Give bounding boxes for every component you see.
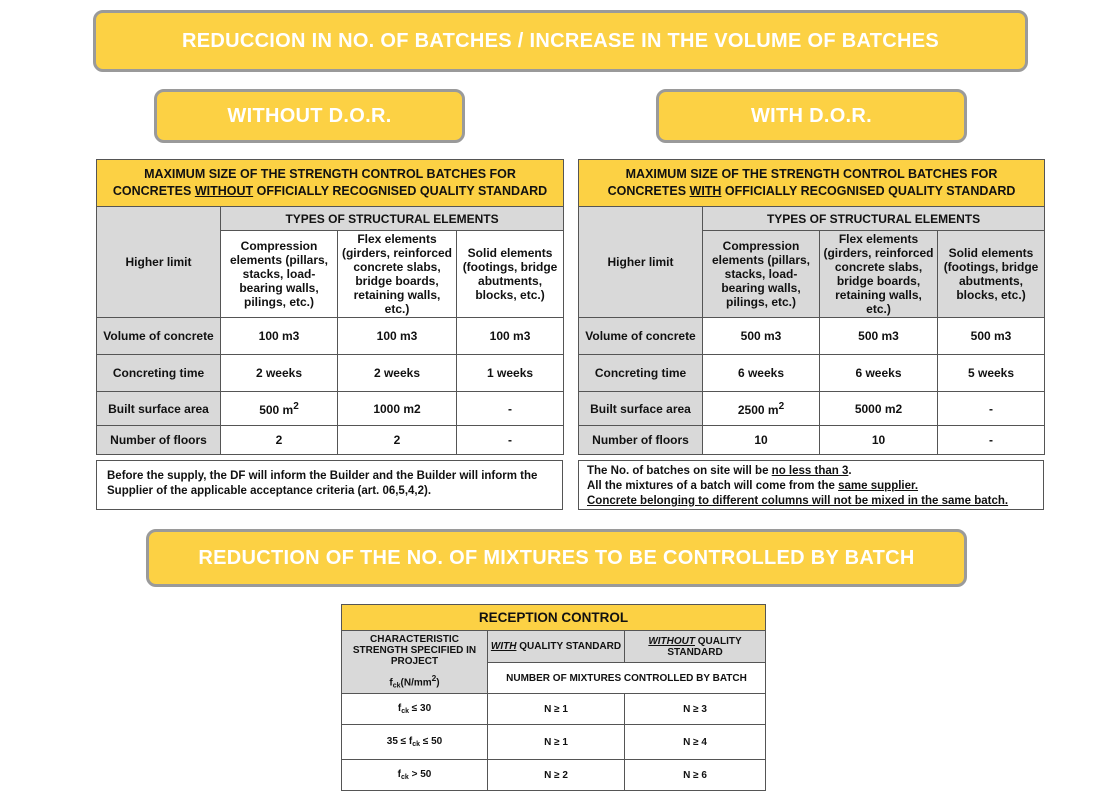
cell: 500 m3	[703, 318, 820, 355]
row-label: Built surface area	[97, 392, 221, 426]
cell: 10	[703, 426, 820, 455]
table-row	[579, 392, 1045, 426]
with-rest: QUALITY STANDARD	[516, 641, 622, 652]
without-mixtures: N ≥ 6	[625, 760, 766, 791]
with-mixtures: N ≥ 1	[488, 725, 625, 760]
compression-elements-header: Compression elements (pillars, stacks, load-bearing walls, pilings, etc.)	[221, 231, 338, 318]
row-label: Concreting time	[579, 355, 703, 392]
strength-range	[342, 760, 488, 791]
note-line-1	[587, 464, 1035, 479]
title-emphasis: WITHOUT	[194, 184, 254, 198]
solid-elements-header: Solid elements (footings, bridge abutments, blocks, etc.)	[938, 231, 1045, 318]
right-note	[578, 460, 1044, 510]
without-emphasis: WITHOUT	[648, 635, 695, 647]
cell: 2	[221, 426, 338, 455]
mixtures-reduction-banner: REDUCTION OF THE NO. OF MIXTURES TO BE CONTROLLED BY BATCH	[146, 529, 967, 587]
cell: 500 m3	[938, 318, 1045, 355]
compression-elements-header: Compression elements (pillars, stacks, load-bearing walls, pilings, etc.)	[703, 231, 820, 318]
table-row	[579, 426, 1045, 455]
row-label: Concreting time	[97, 355, 221, 392]
table-row	[579, 318, 1045, 355]
cell: -	[938, 426, 1045, 455]
table-row	[97, 392, 564, 426]
superscript: 2	[778, 400, 785, 412]
flex-elements-header: Flex elements (girders, reinforced concrete slabs, bridge boards, retaining walls, etc.)	[338, 231, 457, 318]
note-text: All the mixtures of a batch will come from the	[587, 480, 839, 492]
cell: 5000 m2	[820, 392, 938, 426]
batches-table-without-dor	[96, 159, 564, 455]
range-post: ≤ 50	[420, 736, 443, 747]
cell: 2 weeks	[338, 355, 457, 392]
cell: 100 m3	[457, 318, 564, 355]
solid-elements-header: Solid elements (footings, bridge abutments, blocks, etc.)	[457, 231, 564, 318]
table-row	[97, 355, 564, 392]
types-header: TYPES OF STRUCTURAL ELEMENTS	[703, 207, 1045, 231]
without-rest: QUALITY STANDARD	[667, 635, 742, 658]
title-emphasis: WITH	[689, 184, 722, 198]
row-label: Number of floors	[579, 426, 703, 455]
table-title	[97, 160, 564, 207]
range-sub: ck	[401, 774, 409, 781]
cell: 2	[338, 426, 457, 455]
without-quality-header	[625, 631, 766, 663]
strength-range	[342, 694, 488, 725]
with-emphasis: WITH	[490, 641, 517, 652]
with-mixtures: N ≥ 1	[488, 694, 625, 725]
without-mixtures: N ≥ 3	[625, 694, 766, 725]
cell: 6 weeks	[820, 355, 938, 392]
note-line-3: Concrete belonging to different columns will not be mixed in the same batch.	[587, 495, 1009, 507]
range-sub: ck	[412, 741, 421, 748]
note-emphasis: no less than 3	[771, 465, 849, 477]
mixtures-header: NUMBER OF MIXTURES CONTROLLED BY BATCH	[488, 663, 766, 694]
cell: 100 m3	[338, 318, 457, 355]
without-mixtures: N ≥ 4	[625, 725, 766, 760]
unit-close: )	[436, 677, 440, 689]
cell: 500 m3	[820, 318, 938, 355]
reception-title: RECEPTION CONTROL	[342, 605, 766, 631]
range-pre: 35 ≤ f	[386, 736, 413, 747]
main-title-banner: REDUCCION IN NO. OF BATCHES / INCREASE IN THE VOLUME OF BATCHES	[93, 10, 1028, 72]
table-row	[97, 318, 564, 355]
note-line-2	[587, 479, 1035, 494]
cell: 100 m3	[221, 318, 338, 355]
note-text: The No. of batches on site will be	[587, 465, 772, 477]
title-line-1: MAXIMUM SIZE OF THE STRENGTH CONTROL BATCHES FOR	[625, 167, 998, 181]
cell-value: 500 m	[259, 402, 294, 417]
strength-range	[342, 725, 488, 760]
with-quality-header	[488, 631, 625, 663]
row-label: Volume of concrete	[579, 318, 703, 355]
row-label: Volume of concrete	[97, 318, 221, 355]
range-sub: ck	[401, 708, 409, 715]
title-post: OFFICIALLY RECOGNISED QUALITY STANDARD	[253, 184, 548, 198]
higher-limit-header: Higher limit	[97, 207, 221, 318]
title-pre: CONCRETES	[607, 184, 690, 198]
note-text: .	[848, 465, 852, 477]
cell: 1000 m2	[338, 392, 457, 426]
without-dor-banner: WITHOUT D.O.R.	[154, 89, 465, 143]
cell	[221, 392, 338, 426]
range-pre: f	[397, 769, 401, 780]
row-label: Built surface area	[579, 392, 703, 426]
unit-superscript: 2	[431, 673, 437, 684]
fck-subscript: ck	[392, 682, 401, 690]
superscript: 2	[293, 400, 299, 412]
with-mixtures: N ≥ 2	[488, 760, 625, 791]
cell: 6 weeks	[703, 355, 820, 392]
reception-control-table	[341, 604, 766, 791]
fck-unit	[344, 673, 485, 689]
cell: 10	[820, 426, 938, 455]
title-line-1: MAXIMUM SIZE OF THE STRENGTH CONTROL BATCHES FOR	[144, 167, 516, 181]
types-header: TYPES OF STRUCTURAL ELEMENTS	[221, 207, 564, 231]
table-row	[342, 725, 766, 760]
batches-table-with-dor	[578, 159, 1045, 455]
cell	[703, 392, 820, 426]
note-emphasis: same supplier.	[838, 480, 919, 492]
table-row	[342, 760, 766, 791]
table-row	[97, 426, 564, 455]
table-row	[579, 355, 1045, 392]
with-dor-banner: WITH D.O.R.	[656, 89, 967, 143]
higher-limit-header: Higher limit	[579, 207, 703, 318]
title-pre: CONCRETES	[112, 184, 195, 198]
flex-elements-header: Flex elements (girders, reinforced concrete slabs, bridge boards, retaining walls, etc.)	[820, 231, 938, 318]
fck-symbol: f	[389, 677, 393, 689]
range-post: ≤ 30	[408, 703, 432, 714]
cell-value: 2500 m	[737, 402, 779, 417]
left-note: Before the supply, the DF will inform the Builder and the Builder will inform the Supplier of the applicable acceptance criteria (art. 06,5,4,2).	[96, 460, 563, 510]
cell: -	[457, 426, 564, 455]
cell: -	[457, 392, 564, 426]
cell: 2 weeks	[221, 355, 338, 392]
cell: 1 weeks	[457, 355, 564, 392]
range-post: > 50	[408, 769, 432, 780]
title-post: OFFICIALLY RECOGNISED QUALITY STANDARD	[721, 184, 1016, 198]
range-pre: f	[397, 703, 402, 714]
unit-text: (N/mm	[400, 677, 432, 689]
cell: 5 weeks	[938, 355, 1045, 392]
char-strength-label: CHARACTERISTIC STRENGTH SPECIFIED IN PROJECT	[352, 634, 477, 668]
row-label: Number of floors	[97, 426, 221, 455]
char-strength-header	[342, 631, 488, 694]
table-row	[342, 694, 766, 725]
cell: -	[938, 392, 1045, 426]
table-title	[579, 160, 1045, 207]
